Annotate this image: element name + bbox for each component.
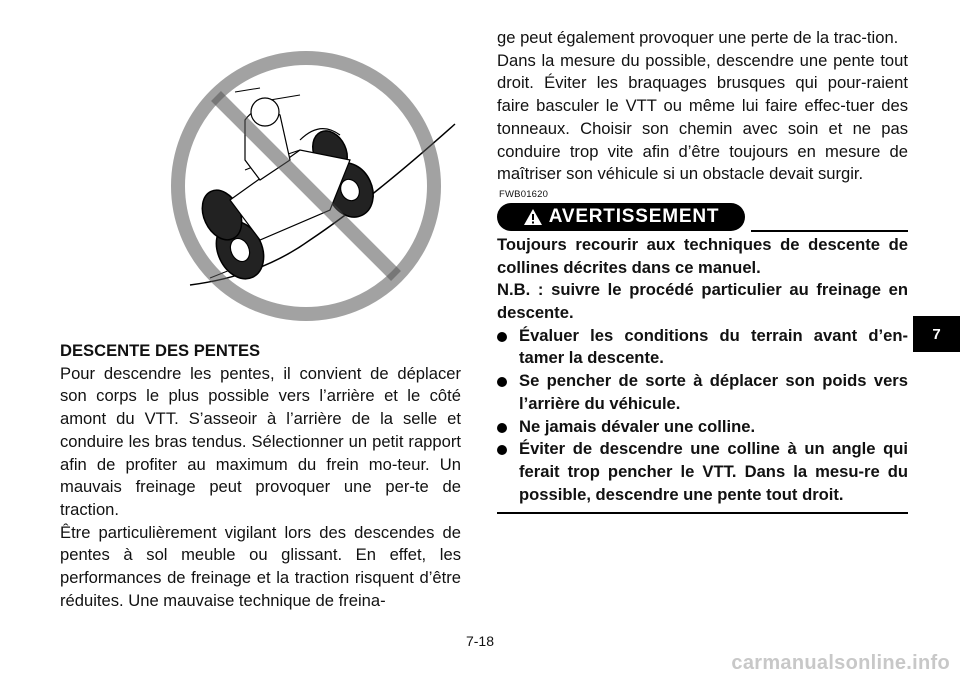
warning-note: N.B. : suivre le procédé particulier au freinage en descente. bbox=[497, 280, 908, 323]
paragraph: Être particulièrement vigilant lors des descendes de pentes à sol meuble ou glissant. En effet, les performances de freinage et la traction risquent d’être réduites. Une mauvaise technique de freina- bbox=[60, 522, 461, 610]
bullet-icon bbox=[497, 370, 519, 415]
divider bbox=[497, 512, 908, 514]
paragraph: Pour descendre les pentes, il convient de déplacer son corps le plus possible vers l’arrière et le côté amont du VTT. S’asseoir à l’arrière de la selle et conduire les bras tendus. Sélectionner un petit rapport afin de profiter au maximum du frein mo-teur. Un mauvais freinage peut provoquer une per-te de traction. bbox=[60, 363, 461, 519]
section-heading: DESCENTE DES PENTES bbox=[60, 341, 261, 360]
bullet-icon bbox=[497, 416, 519, 439]
warning-text: Toujours recourir aux techniques de descente de collines décrites dans ce manuel. bbox=[497, 234, 908, 277]
list-item: Se pencher de sorte à déplacer son poids vers l’arrière du véhicule. bbox=[497, 370, 908, 415]
warning-header bbox=[497, 202, 908, 232]
chapter-tab: 7 bbox=[913, 316, 960, 352]
page-number: 7-18 bbox=[465, 633, 495, 649]
warning-code: FWB01620 bbox=[499, 188, 549, 200]
right-column bbox=[497, 27, 908, 514]
watermark: carmanualsonline.info bbox=[731, 652, 950, 674]
bullet-icon bbox=[497, 438, 519, 506]
warning-list bbox=[497, 325, 908, 507]
prohibited-atv-descent-illustration bbox=[150, 40, 462, 332]
list-item: Évaluer les conditions du terrain avant d’en-tamer la descente. bbox=[497, 325, 908, 370]
paragraph: ge peut également provoquer une perte de la trac-tion. bbox=[497, 28, 899, 47]
warning-label: AVERTISSEMENT bbox=[548, 205, 720, 227]
list-item: Ne jamais dévaler une colline. bbox=[497, 416, 908, 439]
list-item: Éviter de descendre une colline à un angle qui ferait trop pencher le VTT. Dans la mesu-re du possible, descendre une pente tout droit. bbox=[497, 438, 908, 506]
divider bbox=[751, 230, 908, 232]
left-column bbox=[60, 340, 461, 612]
paragraph: Dans la mesure du possible, descendre une pente tout droit. Éviter les braquages brusques qui pour-raient faire basculer le VTT ou même lui faire effec-tuer des tonneaux. Choisir son chemin avec soin et ne pas conduire trop vite afin d’être toujours en mesure de maîtriser son véhicule si un obstacle devait surgir. bbox=[497, 50, 908, 184]
warning-badge bbox=[497, 203, 745, 231]
bullet-icon bbox=[497, 325, 519, 370]
warning-triangle-icon bbox=[523, 208, 543, 226]
